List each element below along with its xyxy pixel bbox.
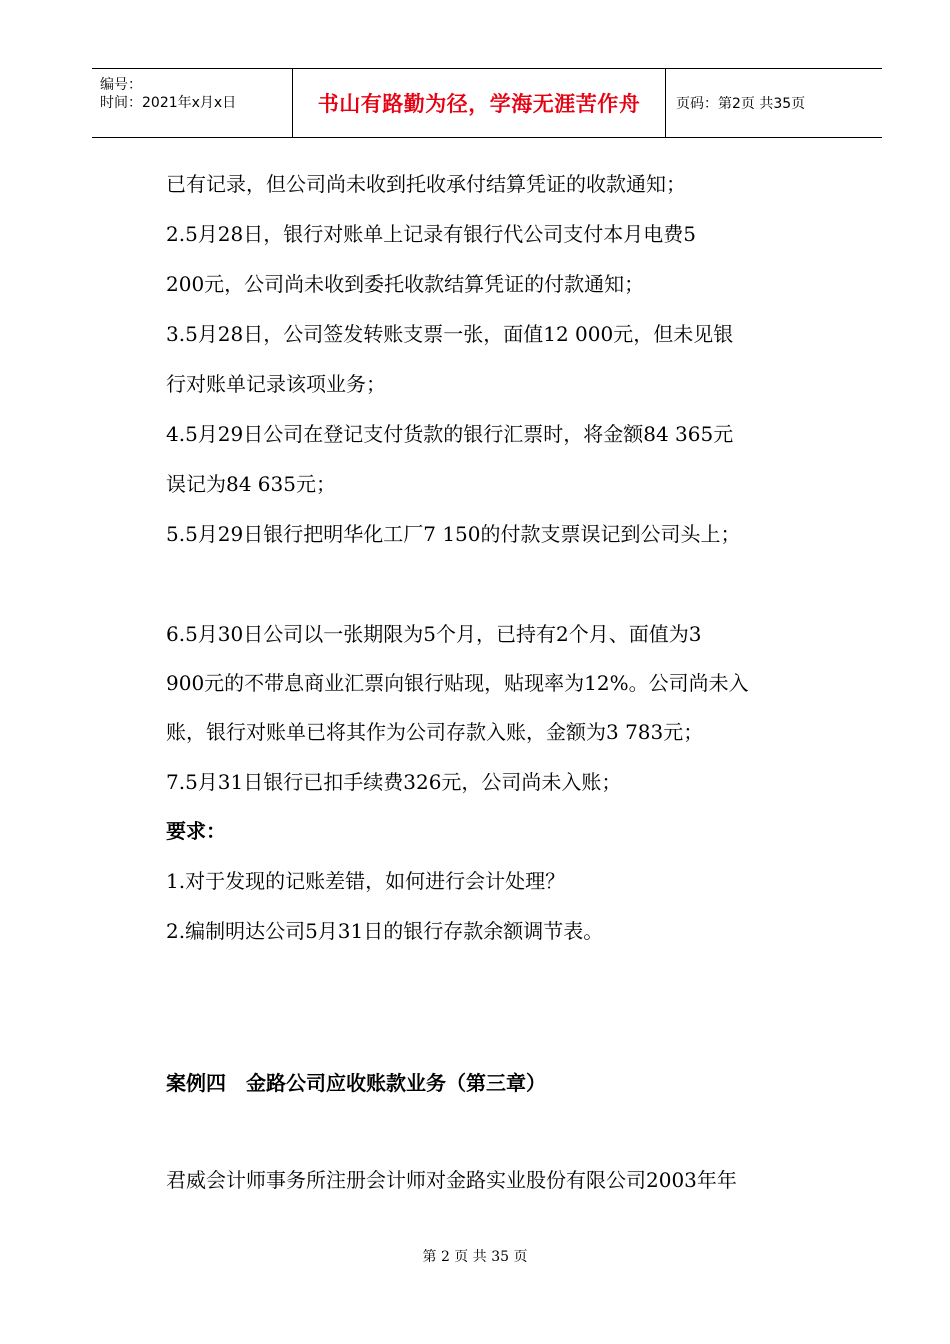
header-page-info-cell (666, 69, 882, 137)
body-line: 已有记录，但公司尚未收到托收承付结算凭证的收款通知； (166, 172, 686, 196)
body-line: 行对账单记录该项业务； (166, 372, 386, 396)
requirement-item: 2.编制明达公司5月31日的银行存款余额调节表。 (166, 919, 604, 943)
page-header (92, 68, 882, 138)
header-slogan-cell (293, 69, 666, 137)
case-heading: 案例四 金路公司应收账款业务（第三章） (166, 1071, 546, 1095)
body-line: 2.5月28日，银行对账单上记录有银行代公司支付本月电费5 (166, 222, 696, 246)
body-line: 4.5月29日公司在登记支付货款的银行汇票时，将金额84 365元 (166, 422, 734, 446)
case-intro: 君威会计师事务所注册会计师对金路实业股份有限公司2003年年 (166, 1168, 737, 1192)
body-line: 账，银行对账单已将其作为公司存款入账，金额为3 783元； (166, 720, 704, 744)
document-number-label: 编号： (100, 77, 142, 93)
body-line: 200元，公司尚未收到委托收款结算凭证的付款通知； (166, 272, 645, 296)
requirement-item: 1.对于发现的记账差错，如何进行会计处理？ (166, 869, 566, 893)
body-line: 900元的不带息商业汇票向银行贴现，贴现率为12%。公司尚未入 (166, 671, 749, 695)
body-line: 7.5月31日银行已扣手续费326元，公司尚未入账； (166, 770, 622, 794)
requirements-heading: 要求： (166, 819, 226, 843)
body-line: 误记为84 635元； (166, 472, 336, 496)
body-line: 3.5月28日，公司签发转账支票一张，面值12 000元，但未见银 (166, 322, 734, 346)
header-meta (92, 69, 293, 137)
header-page-info: 页码：第2页 共35页 (676, 96, 806, 112)
page-footer: 第 2 页 共 35 页 (422, 1249, 528, 1265)
body-line: 5.5月29日银行把明华化工厂7 150的付款支票误记到公司头上； (166, 522, 741, 546)
body-line: 6.5月30日公司以一张期限为5个月，已持有2个月、面值为3 (166, 622, 702, 646)
document-time-label: 时间：2021年x月x日 (100, 95, 237, 111)
header-slogan: 书山有路勤为径，学海无涯苦作舟 (317, 92, 641, 116)
